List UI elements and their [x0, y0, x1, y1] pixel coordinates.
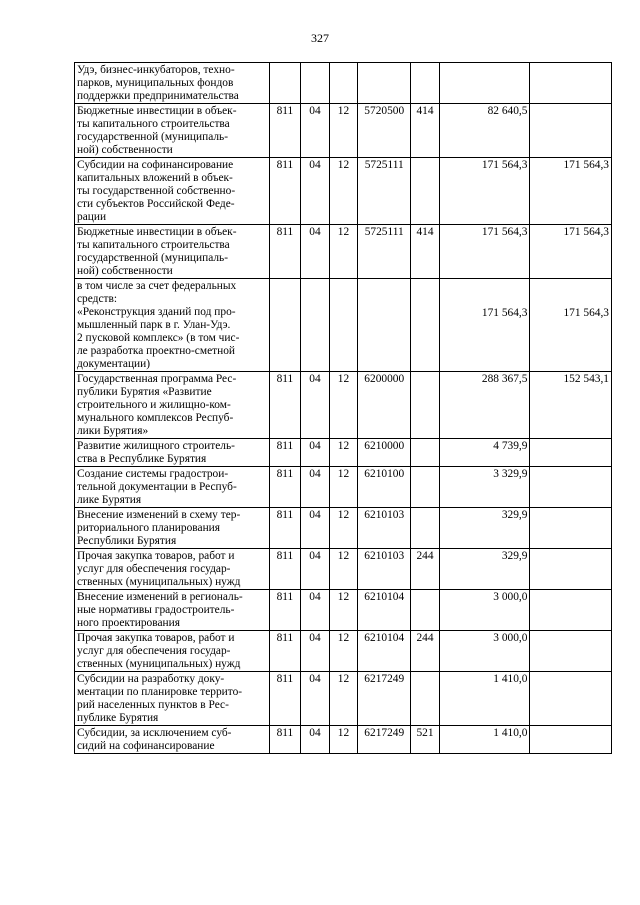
name-line: публике Бурятия: [77, 712, 159, 724]
cell-vr: [411, 372, 440, 439]
cell-grbs: 811: [269, 631, 301, 672]
cell-sum-federal: 171 564,3: [530, 225, 612, 279]
cell-sum-federal: [530, 672, 612, 726]
name-line: риториального планирования: [77, 522, 220, 534]
cell-pr: 12: [329, 508, 358, 549]
name-line: капитальных вложений в объек-: [77, 172, 233, 184]
name-line: сти субъектов Российской Феде-: [77, 198, 235, 210]
cell-grbs: 811: [269, 672, 301, 726]
cell-name: [75, 225, 270, 279]
name-line: Удэ, бизнес-инкубаторов, техно-: [77, 64, 235, 76]
cell-rz: 04: [301, 590, 330, 631]
name-line: ты государственной собственно-: [77, 185, 236, 197]
cell-rz: 04: [301, 672, 330, 726]
name-line: Внесение изменений в схему тер-: [77, 509, 241, 521]
cell-grbs: 811: [269, 467, 301, 508]
name-line: ты капитального строительства: [77, 118, 230, 130]
name-line: «Реконструкция зданий под про-: [77, 306, 236, 318]
cell-pr: 12: [329, 631, 358, 672]
cell-sum-2014: 3 000,0: [439, 590, 530, 631]
cell-sum-2014: 171 564,3: [439, 225, 530, 279]
cell-grbs: 811: [269, 372, 301, 439]
cell-sum-federal: [530, 590, 612, 631]
cell-cs: 6217249: [358, 672, 411, 726]
cell-pr: 12: [329, 104, 358, 158]
cell-sum-federal: [530, 104, 612, 158]
cell-cs: 6200000: [358, 372, 411, 439]
cell-pr: 12: [329, 726, 358, 754]
name-line: рий населенных пунктов в Рес-: [77, 699, 229, 711]
name-line: ственных (муниципальных) нужд: [77, 576, 241, 588]
name-line: ментации по планировке террито-: [77, 686, 243, 698]
name-line: документации): [77, 358, 151, 370]
name-line: тельной документации в Респуб-: [77, 481, 237, 493]
table-row: [75, 104, 612, 158]
name-line: ной) собственности: [77, 144, 173, 156]
cell-pr: 12: [329, 672, 358, 726]
name-line: Прочая закупка товаров, работ и: [77, 550, 235, 562]
cell-cs: 5725111: [358, 225, 411, 279]
name-line: Прочая закупка товаров, работ и: [77, 632, 235, 644]
name-line: публики Бурятия «Развитие: [77, 386, 212, 398]
name-line: лики Бурятия»: [77, 425, 149, 437]
cell-cs: 6210104: [358, 590, 411, 631]
cell-pr: 12: [329, 158, 358, 225]
table-row: [75, 590, 612, 631]
name-line: государственной (муниципаль-: [77, 131, 229, 143]
name-line: строительного и жилищно-ком-: [77, 399, 231, 411]
cell-rz: 04: [301, 439, 330, 467]
cell-rz: 04: [301, 225, 330, 279]
cell-vr: [411, 63, 440, 104]
cell-cs: 5725111: [358, 158, 411, 225]
cell-sum-2014: 288 367,5: [439, 372, 530, 439]
name-line: Субсидии на разработку доку-: [77, 673, 225, 685]
cell-sum-2014: 3 000,0: [439, 631, 530, 672]
cell-vr: 244: [411, 631, 440, 672]
cell-rz: 04: [301, 104, 330, 158]
cell-cs: 6210104: [358, 631, 411, 672]
cell-rz: 04: [301, 726, 330, 754]
name-line: поддержки предпринимательства: [77, 90, 239, 102]
cell-sum-2014: [439, 63, 530, 104]
cell-name: [75, 549, 270, 590]
cell-vr: [411, 590, 440, 631]
table-row: [75, 672, 612, 726]
cell-cs: 6210103: [358, 508, 411, 549]
cell-sum-federal: 171 564,3: [530, 158, 612, 225]
table-row: [75, 279, 612, 372]
cell-sum-2014: 171 564,3: [439, 158, 530, 225]
cell-sum-federal: [530, 63, 612, 104]
cell-sum-federal: 152 543,1: [530, 372, 612, 439]
cell-grbs: 811: [269, 225, 301, 279]
name-line: мышленный парк в г. Улан-Удэ.: [77, 319, 231, 331]
cell-vr: [411, 279, 440, 372]
cell-name: [75, 508, 270, 549]
cell-rz: 04: [301, 508, 330, 549]
cell-vr: 414: [411, 225, 440, 279]
table-row: [75, 63, 612, 104]
cell-vr: [411, 439, 440, 467]
name-line: средств:: [77, 293, 118, 305]
cell-sum-2014: 171 564,3: [439, 279, 530, 372]
cell-rz: 04: [301, 631, 330, 672]
cell-sum-federal: [530, 508, 612, 549]
name-line: сидий на софинансирование: [77, 740, 215, 752]
cell-name: [75, 104, 270, 158]
cell-sum-2014: 329,9: [439, 549, 530, 590]
name-line: Государственная программа Рес-: [77, 373, 237, 385]
cell-pr: 12: [329, 225, 358, 279]
cell-sum-2014: 1 410,0: [439, 726, 530, 754]
cell-cs: 6210000: [358, 439, 411, 467]
name-line: ты капитального строительства: [77, 239, 230, 251]
cell-name: [75, 158, 270, 225]
cell-sum-federal: [530, 726, 612, 754]
name-line: парков, муниципальных фондов: [77, 77, 234, 89]
cell-pr: 12: [329, 372, 358, 439]
table-row: [75, 439, 612, 467]
cell-sum-2014: 329,9: [439, 508, 530, 549]
cell-grbs: 811: [269, 439, 301, 467]
cell-pr: [329, 279, 358, 372]
cell-sum-2014: 1 410,0: [439, 672, 530, 726]
cell-rz: 04: [301, 158, 330, 225]
cell-grbs: 811: [269, 726, 301, 754]
cell-name: [75, 467, 270, 508]
cell-sum-2014: 4 739,9: [439, 439, 530, 467]
cell-name: [75, 279, 270, 372]
name-line: ного проектирования: [77, 617, 180, 629]
cell-pr: 12: [329, 439, 358, 467]
table-row: [75, 158, 612, 225]
name-line: ной) собственности: [77, 265, 173, 277]
name-line: в том числе за счет федеральных: [77, 280, 237, 292]
name-line: Субсидии, за исключением суб-: [77, 727, 232, 739]
cell-grbs: 811: [269, 158, 301, 225]
cell-sum-federal: 171 564,3: [530, 279, 612, 372]
name-line: рации: [77, 211, 107, 223]
cell-grbs: [269, 63, 301, 104]
cell-name: [75, 372, 270, 439]
cell-vr: 521: [411, 726, 440, 754]
cell-pr: 12: [329, 549, 358, 590]
name-line: ства в Республике Бурятия: [77, 453, 207, 465]
name-line: Создание системы градострои-: [77, 468, 229, 480]
cell-sum-federal: [530, 467, 612, 508]
name-line: Внесение изменений в региональ-: [77, 591, 243, 603]
cell-sum-federal: [530, 439, 612, 467]
cell-sum-2014: 82 640,5: [439, 104, 530, 158]
cell-pr: 12: [329, 467, 358, 508]
cell-vr: [411, 158, 440, 225]
cell-name: [75, 439, 270, 467]
table-row: [75, 225, 612, 279]
table-row: [75, 549, 612, 590]
cell-pr: 12: [329, 590, 358, 631]
cell-name: [75, 590, 270, 631]
cell-sum-2014: 3 329,9: [439, 467, 530, 508]
cell-rz: 04: [301, 549, 330, 590]
name-line: Бюджетные инвестиции в объек-: [77, 105, 237, 117]
cell-name: [75, 672, 270, 726]
cell-name: [75, 726, 270, 754]
name-line: 2 пусковой комплекс» (в том чис-: [77, 332, 240, 344]
table-row: [75, 508, 612, 549]
cell-name: [75, 63, 270, 104]
cell-vr: 244: [411, 549, 440, 590]
cell-cs: 6210100: [358, 467, 411, 508]
budget-table: [74, 62, 612, 754]
cell-sum-federal: [530, 631, 612, 672]
cell-sum-federal: [530, 549, 612, 590]
cell-rz: 04: [301, 467, 330, 508]
name-line: лике Бурятия: [77, 494, 142, 506]
cell-cs: 6210103: [358, 549, 411, 590]
cell-vr: [411, 508, 440, 549]
name-line: государственной (муниципаль-: [77, 252, 229, 264]
cell-grbs: 811: [269, 590, 301, 631]
cell-grbs: 811: [269, 508, 301, 549]
name-line: Бюджетные инвестиции в объек-: [77, 226, 237, 238]
name-line: услуг для обеспечения государ-: [77, 645, 231, 657]
table-row: [75, 726, 612, 754]
name-line: услуг для обеспечения государ-: [77, 563, 231, 575]
cell-grbs: 811: [269, 104, 301, 158]
cell-cs: [358, 63, 411, 104]
page-number: 327: [311, 31, 329, 45]
name-line: Развитие жилищного строитель-: [77, 440, 235, 452]
cell-vr: [411, 467, 440, 508]
cell-cs: 6217249: [358, 726, 411, 754]
cell-rz: [301, 63, 330, 104]
table-row: [75, 631, 612, 672]
cell-cs: 5720500: [358, 104, 411, 158]
name-line: мунального комплексов Респуб-: [77, 412, 234, 424]
name-line: ственных (муниципальных) нужд: [77, 658, 241, 670]
cell-vr: 414: [411, 104, 440, 158]
name-line: ле разработка проектно-сметной: [77, 345, 235, 357]
cell-cs: [358, 279, 411, 372]
cell-vr: [411, 672, 440, 726]
table-row: [75, 467, 612, 508]
name-line: Субсидии на софинансирование: [77, 159, 234, 171]
cell-pr: [329, 63, 358, 104]
name-line: Республики Бурятия: [77, 535, 177, 547]
cell-grbs: 811: [269, 549, 301, 590]
table-row: [75, 372, 612, 439]
cell-rz: [301, 279, 330, 372]
cell-rz: 04: [301, 372, 330, 439]
cell-name: [75, 631, 270, 672]
cell-grbs: [269, 279, 301, 372]
name-line: ные нормативы градостроитель-: [77, 604, 235, 616]
